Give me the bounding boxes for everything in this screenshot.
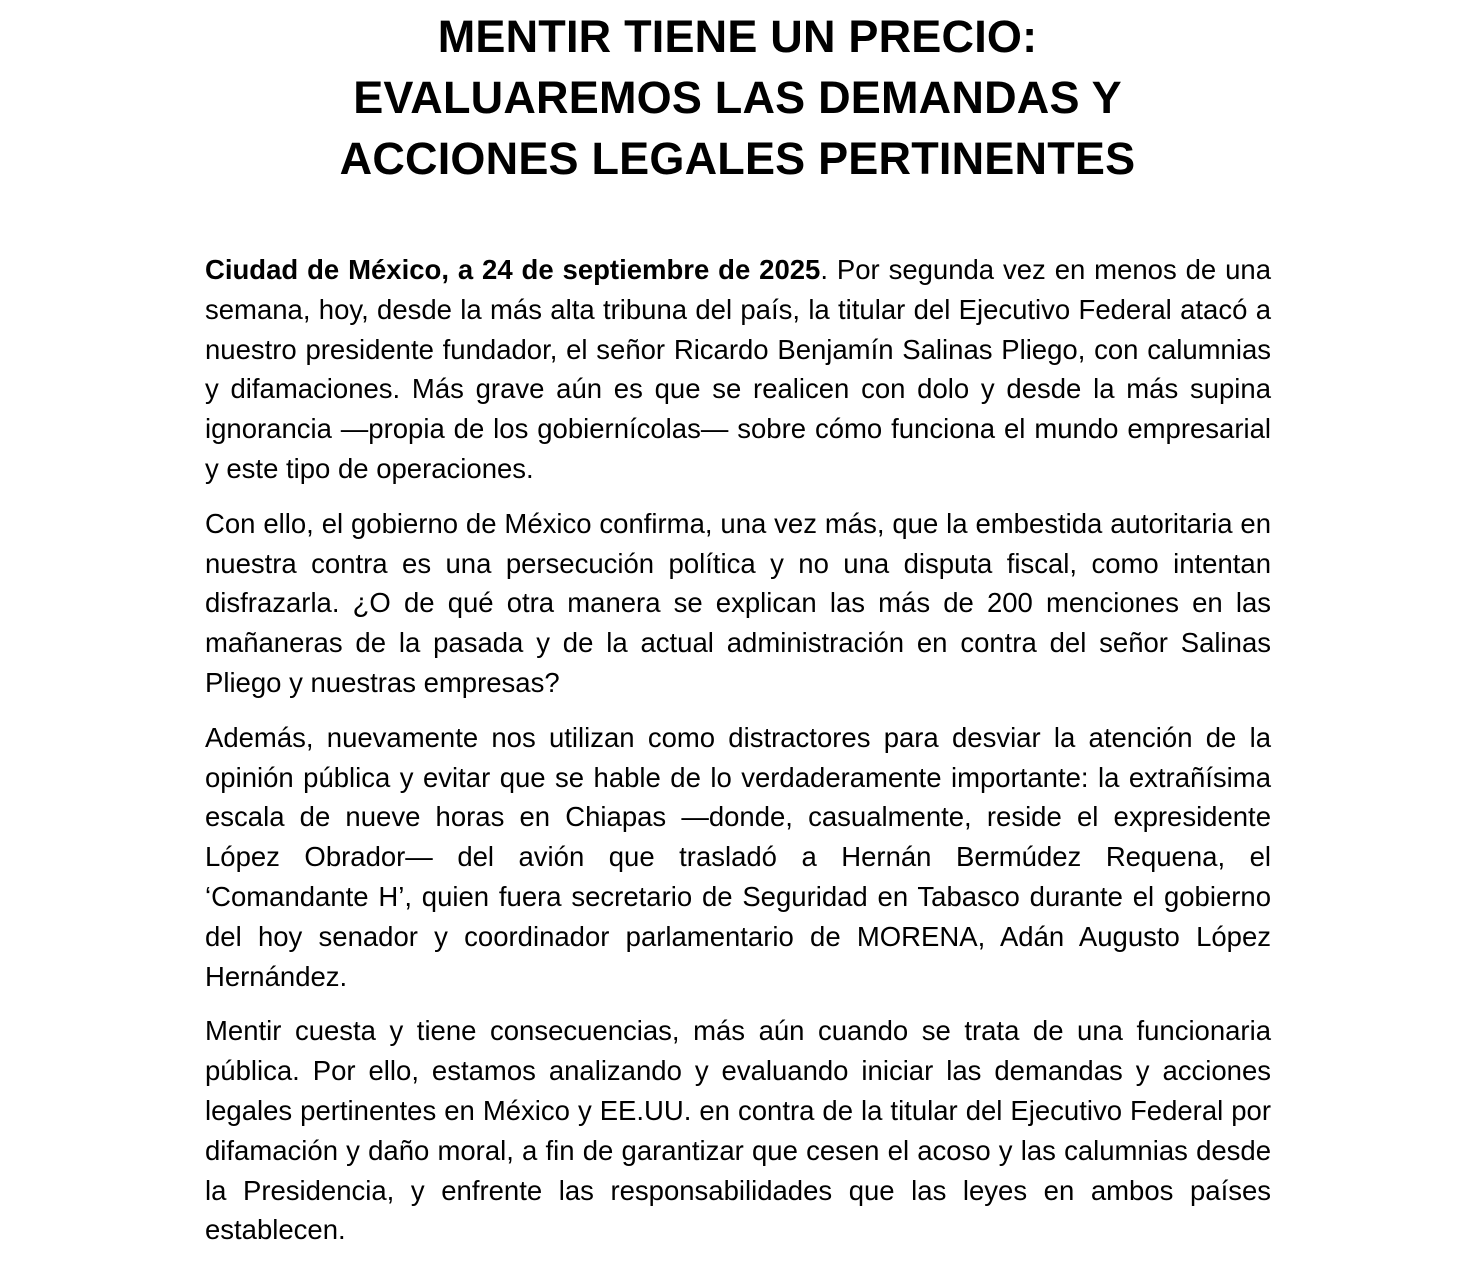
headline (0, 6, 1475, 189)
paragraph-1 (205, 250, 1271, 489)
paragraph-3: Además, nuevamente nos utilizan como distractores para desviar la atención de la opinión pública y evitar que se hable de lo verdaderamente importante: la extrañísima escala de nueve horas en Chiapas —donde, casualmente, reside el expresidente López Obrador— del avión que trasladó a Hernán Bermúdez Requena, el ‘Comandante H’, quien fuera secretario de Seguridad en Tabasco durante el gobierno del hoy senador y coordinador parlamentario de MORENA, Adán Augusto López Hernández. (205, 721, 1271, 992)
headline-line-3: ACCIONES LEGALES PERTINENTES (339, 133, 1136, 184)
paragraph-1-text: . Por segunda vez en menos de una semana, hoy, desde la más alta tribuna del país, la titular del Ejecutivo Federal atacó a nuestro presidente fundador, el señor Ricardo Benjamín Salinas Pliego, con calumnias y difamaciones. Más grave aún es que se realicen con dolo y desde la más supina ignorancia —propia de los gobiernícolas— sobre cómo funciona el mundo empresarial y este tipo de operaciones. (205, 254, 1272, 484)
article-body (205, 250, 1271, 1265)
paragraph-2: Con ello, el gobierno de México confirma, una vez más, que la embestida autoritaria en nuestra contra es una persecución política y no una disputa fiscal, como intentan disfrazarla. ¿O de qué otra manera se explican las más de 200 menciones en las mañaneras de la pasada y de la actual administración en contra del señor Salinas Pliego y nuestras empresas? (205, 507, 1271, 698)
headline-line-2: EVALUAREMOS LAS DEMANDAS Y (353, 72, 1122, 123)
headline-line-1: MENTIR TIENE UN PRECIO: (437, 11, 1038, 62)
paragraph-4: Mentir cuesta y tiene consecuencias, más aún cuando se trata de una funcionaria pública. Por ello, estamos analizando y evaluando iniciar las demandas y acciones legales pertinentes en México y EE.UU. en contra de la titular del Ejecutivo Federal por difamación y daño moral, a fin de garantizar que cesen el acoso y las calumnias desde la Presidencia, y enfrente las responsabilidades que las leyes en ambos países establecen. (205, 1015, 1271, 1246)
dateline: Ciudad de México, a 24 de septiembre de 2025 (205, 254, 821, 285)
